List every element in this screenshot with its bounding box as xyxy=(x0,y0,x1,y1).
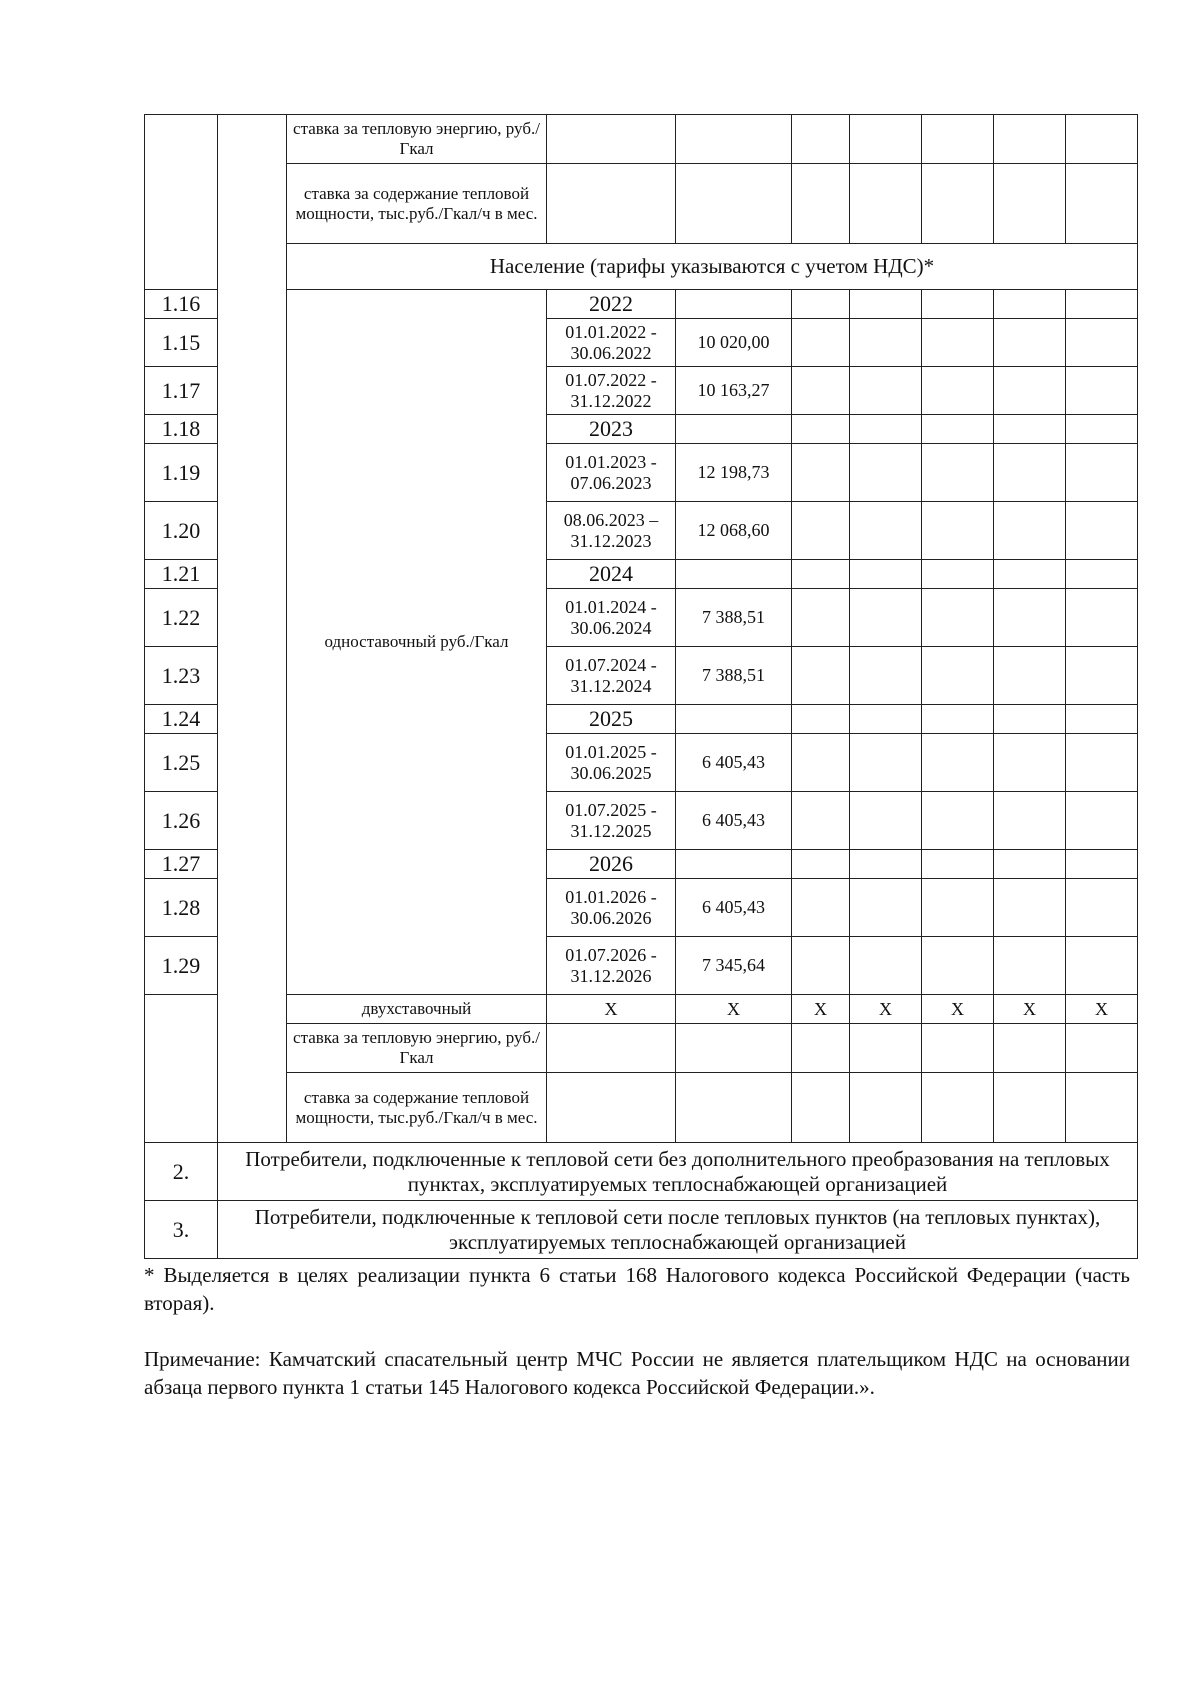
x-mark: Х xyxy=(994,995,1066,1024)
energy-rate-label: ставка за тепловую энергию, руб./Гкал xyxy=(287,1024,547,1073)
table-row xyxy=(145,244,1138,290)
period-cell: 01.01.2022 - 30.06.2022 xyxy=(547,319,676,367)
tariff-value: 6 405,43 xyxy=(676,792,792,850)
tariff-value: 10 020,00 xyxy=(676,319,792,367)
section-number: 3. xyxy=(145,1201,218,1259)
year-cell: 2023 xyxy=(547,415,676,444)
tariff-value: 6 405,43 xyxy=(676,879,792,937)
tariff-value: 12 068,60 xyxy=(676,502,792,560)
year-cell: 2022 xyxy=(547,290,676,319)
year-cell: 2024 xyxy=(547,560,676,589)
period-cell: 01.01.2025 - 30.06.2025 xyxy=(547,734,676,792)
table-row xyxy=(145,164,1138,244)
x-mark: Х xyxy=(676,995,792,1024)
capacity-rate-label: ставка за содержание тепловой мощности, тыс.руб./Гкал/ч в мес. xyxy=(287,1073,547,1143)
row-number: 1.18 xyxy=(145,415,218,444)
period-cell: 01.07.2022 - 31.12.2022 xyxy=(547,367,676,415)
row-number: 1.16 xyxy=(145,290,218,319)
footnote: * Выделяется в целях реализации пункта 6 статьи 168 Налогового кодекса Российской Федерации (часть вторая). xyxy=(144,1263,1130,1315)
period-cell: 01.07.2025 - 31.12.2025 xyxy=(547,792,676,850)
energy-rate-label: ставка за тепловую энергию, руб./Гкал xyxy=(287,115,547,164)
single-rate-label: одноставочный руб./Гкал xyxy=(287,290,547,995)
period-cell: 01.01.2024 - 30.06.2024 xyxy=(547,589,676,647)
row-number: 1.21 xyxy=(145,560,218,589)
two-rate-label: двухставочный xyxy=(287,995,547,1024)
row-number: 1.23 xyxy=(145,647,218,705)
table-row xyxy=(145,995,1138,1024)
year-cell: 2026 xyxy=(547,850,676,879)
tariff-value: 7 388,51 xyxy=(676,589,792,647)
empty-cell xyxy=(145,995,218,1143)
row-number: 1.24 xyxy=(145,705,218,734)
x-mark: Х xyxy=(547,995,676,1024)
period-cell: 01.07.2026 - 31.12.2026 xyxy=(547,937,676,995)
year-cell: 2025 xyxy=(547,705,676,734)
row-number: 1.27 xyxy=(145,850,218,879)
empty-cell xyxy=(218,115,287,1143)
row-number: 1.25 xyxy=(145,734,218,792)
table-row xyxy=(145,115,1138,164)
row-number: 1.17 xyxy=(145,367,218,415)
tariff-value: 6 405,43 xyxy=(676,734,792,792)
x-mark: Х xyxy=(792,995,850,1024)
row-number: 1.20 xyxy=(145,502,218,560)
x-mark: Х xyxy=(850,995,922,1024)
section-text: Потребители, подключенные к тепловой сети без дополнительного преобразования на тепловых пунктах, эксплуатируемых теплоснабжающей организацией xyxy=(218,1143,1138,1201)
table-row xyxy=(145,1024,1138,1073)
period-cell: 01.01.2026 - 30.06.2026 xyxy=(547,879,676,937)
tariff-value: 7 345,64 xyxy=(676,937,792,995)
row-number: 1.26 xyxy=(145,792,218,850)
period-cell: 01.07.2024 - 31.12.2024 xyxy=(547,647,676,705)
period-cell: 08.06.2023 – 31.12.2023 xyxy=(547,502,676,560)
tariff-value: 10 163,27 xyxy=(676,367,792,415)
table-row xyxy=(145,290,1138,319)
capacity-rate-label: ставка за содержание тепловой мощности, тыс.руб./Гкал/ч в мес. xyxy=(287,164,547,244)
x-mark: Х xyxy=(1066,995,1138,1024)
remark: Примечание: Камчатский спасательный центр МЧС России не является плательщиком НДС на основании абзаца первого пункта 1 статьи 145 Налогового кодекса Российской Федерации.». xyxy=(144,1347,1130,1399)
table-row xyxy=(145,1143,1138,1201)
notes xyxy=(144,1261,1130,1401)
row-number: 1.22 xyxy=(145,589,218,647)
section-number: 2. xyxy=(145,1143,218,1201)
tariff-value: 7 388,51 xyxy=(676,647,792,705)
tariff-value: 12 198,73 xyxy=(676,444,792,502)
row-number: 1.15 xyxy=(145,319,218,367)
section-text: Потребители, подключенные к тепловой сети после тепловых пунктов (на тепловых пунктах), эксплуатируемых теплоснабжающей организацией xyxy=(218,1201,1138,1259)
table-row xyxy=(145,1073,1138,1143)
row-number: 1.19 xyxy=(145,444,218,502)
tariff-table xyxy=(144,114,1138,1259)
period-cell: 01.01.2023 - 07.06.2023 xyxy=(547,444,676,502)
table-row xyxy=(145,1201,1138,1259)
row-number: 1.28 xyxy=(145,879,218,937)
section-title: Население (тарифы указываются с учетом НДС)* xyxy=(287,244,1138,290)
x-mark: Х xyxy=(922,995,994,1024)
empty-cell xyxy=(145,115,218,290)
row-number: 1.29 xyxy=(145,937,218,995)
